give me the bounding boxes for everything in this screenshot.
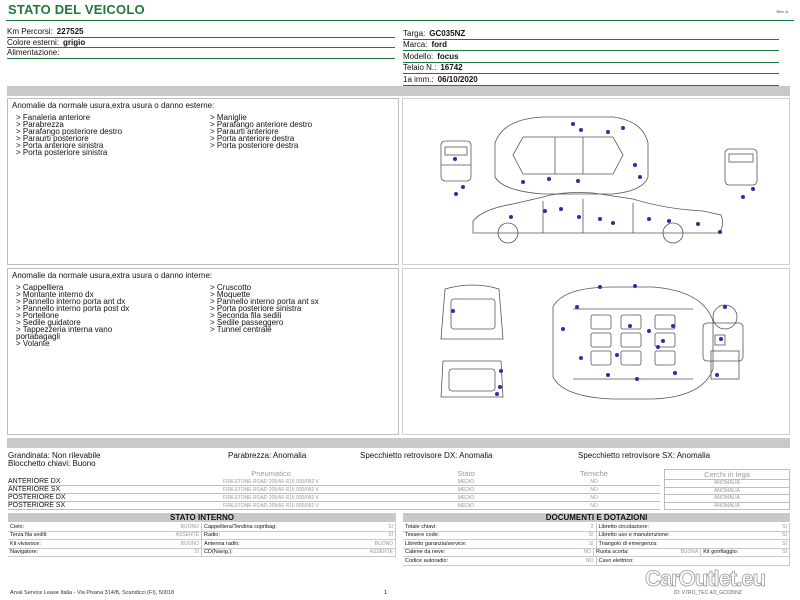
table-row: Totale chiavi: 2 Libretto circolazione: SI bbox=[403, 523, 790, 532]
table-header-row bbox=[665, 470, 790, 480]
tyre-table bbox=[8, 469, 660, 510]
vehicle-field: Colore esterni: grigio bbox=[7, 38, 395, 49]
column-header: Stato bbox=[457, 469, 475, 478]
internal-damage-list-1 bbox=[16, 284, 129, 347]
mirror-dx-status: Specchietto retrovisore DX: Anomalia bbox=[360, 451, 493, 460]
list-item: > Porta posteriore destra bbox=[210, 141, 299, 150]
table-row: ANOMALIA bbox=[665, 502, 790, 510]
table-row: Terza fila sedili: ASSENTE Radio: SI bbox=[8, 532, 396, 541]
list-item: > Porta anteriore destra bbox=[210, 134, 295, 143]
external-damage-panel bbox=[7, 98, 399, 265]
footer-code: ID: V7RO_TEC.4/2_GC035NZ bbox=[674, 590, 742, 596]
list-item: > Maniglie bbox=[210, 113, 247, 122]
table-row: POSTERIORE SX FIRESTONE ROAD 205/60 R16 000/092 V MEDIO NO bbox=[8, 502, 660, 510]
mirror-sx-status: Specchietto retrovisore SX: Anomalia bbox=[578, 451, 711, 460]
list-item: > Sedile guidatore bbox=[16, 318, 81, 327]
title-divider bbox=[6, 20, 794, 21]
list-item: > Cappelliera bbox=[16, 283, 64, 292]
list-item: > Parafango anteriore destro bbox=[210, 120, 313, 129]
section-divider bbox=[7, 86, 790, 96]
table-row: ANOMALIA bbox=[665, 495, 790, 503]
column-header: Pneumatico bbox=[251, 469, 291, 478]
vehicle-field: Km Percorsi: 227525 bbox=[7, 27, 395, 38]
documents-title: DOCUMENTI E DOTAZIONI bbox=[403, 513, 790, 522]
table-row: Cielo: BUONO Cappelliera/Tendina copribag: SI bbox=[8, 523, 396, 532]
interior-car-diagram bbox=[402, 268, 790, 435]
table-row: Tessere code: SI Libretto uso e manutenzione: SI bbox=[403, 532, 790, 541]
list-item: > Volante bbox=[16, 339, 50, 348]
grandinata-status: Grandinata: Non rilevabile bbox=[8, 451, 101, 460]
internal-damage-heading: Anomalie da normale usura,extra usura o danno interne: bbox=[12, 271, 213, 280]
key-lock-status: Blocchetto chiavi: Buono bbox=[8, 459, 96, 468]
car-interior-drawing bbox=[403, 269, 789, 434]
section-divider bbox=[7, 438, 790, 448]
page-number: 1 bbox=[384, 590, 388, 596]
list-item: > Sedile passeggero bbox=[210, 318, 284, 327]
interior-state-grid bbox=[8, 523, 396, 557]
column-header: Temiche bbox=[580, 469, 608, 478]
list-item: > Pannello interno porta ant sx bbox=[210, 297, 319, 306]
table-row: POSTERIORE DX FIRESTONE ROAD 205/60 R16 000/092 V MEDIO NO bbox=[8, 494, 660, 502]
vehicle-info-right bbox=[403, 28, 779, 86]
list-item: > Pannello interno porta ant dx bbox=[16, 297, 126, 306]
vehicle-field: Marca: ford bbox=[403, 40, 779, 52]
list-item: > Seconda fila sedili bbox=[210, 311, 282, 320]
list-item: > Paraurti posteriore bbox=[16, 134, 89, 143]
external-damage-list-1 bbox=[16, 114, 122, 156]
exterior-car-diagram bbox=[402, 98, 790, 265]
table-row: Libretto garanzia/service: SI Triangolo di emergenza: SI bbox=[403, 540, 790, 549]
list-item: > Fanaleria anteriore bbox=[16, 113, 91, 122]
parabrezza-status: Parabrezza: Anomalia bbox=[228, 451, 307, 460]
table-row: ANOMALIA bbox=[665, 480, 790, 488]
table-row: ANOMALIA bbox=[665, 487, 790, 495]
vehicle-info-left bbox=[7, 27, 395, 59]
list-item: > Portellone bbox=[16, 311, 59, 320]
list-item: > Tappezzeria interna vano bbox=[16, 325, 113, 334]
table-row: ANTERIORE DX FIRESTONE ROAD 205/60 R16 000/092 V MEDIO NO bbox=[8, 478, 660, 486]
list-item: > Moquette bbox=[210, 290, 251, 299]
table-row: Navigatore: SI CD(Navig.): ASSENTE bbox=[8, 549, 396, 558]
list-item: > Tunnel centrale bbox=[210, 325, 272, 334]
revision-label: Rev. A bbox=[776, 9, 788, 14]
car-exterior-drawing bbox=[403, 99, 789, 264]
internal-damage-list-2 bbox=[210, 284, 319, 333]
list-item: > Parafango posteriore destro bbox=[16, 127, 123, 136]
page-title: STATO DEL VEICOLO bbox=[8, 2, 145, 17]
list-item: > Cruscotto bbox=[210, 283, 252, 292]
table-header-row bbox=[8, 469, 660, 478]
footer-address: Arval Service Lease Italia - Via Pisana 314/B, Scandicci (FI), 50018 bbox=[10, 590, 175, 596]
list-item: > Parabrezza bbox=[16, 120, 64, 129]
vehicle-field: Targa: GC035NZ bbox=[403, 28, 779, 40]
external-damage-list-2 bbox=[210, 114, 312, 149]
rims-table bbox=[664, 469, 790, 510]
vehicle-field: Modello: focus bbox=[403, 51, 779, 63]
vehicle-field: Telaio N.: 16742 bbox=[403, 63, 779, 75]
list-item: > Porta posteriore sinistra bbox=[16, 148, 108, 157]
internal-damage-panel bbox=[7, 268, 399, 435]
vehicle-field: 1a imm.: 06/10/2020 bbox=[403, 74, 779, 86]
table-row: Kit vivavoce: BUONO Antenna radio: BUONO bbox=[8, 540, 396, 549]
external-damage-heading: Anomalie da normale usura,extra usura o danno esterne: bbox=[12, 101, 215, 110]
list-item: > Pannello interno porta post dx bbox=[16, 304, 130, 313]
table-row: ANTERIORE SX FIRESTONE ROAD 205/60 R16 000/092 V MEDIO NO bbox=[8, 486, 660, 494]
table-row: Catene da neve: NO Ruota scorta: BUONA Kit gonfiaggio: SI bbox=[403, 549, 790, 558]
list-item: > Porta posteriore sinistra bbox=[210, 304, 302, 313]
watermark-logo: CarOutlet.eu bbox=[645, 566, 766, 591]
list-item: > Porta anteriore sinistra bbox=[16, 141, 104, 150]
documents-grid bbox=[403, 523, 790, 566]
list-item: portabagagli bbox=[16, 332, 61, 341]
list-item: > Montante interno dx bbox=[16, 290, 94, 299]
table-row: Codice autoradio: NO Cavo elettrico: bbox=[403, 557, 790, 566]
list-item: > Paraurti anteriore bbox=[210, 127, 279, 136]
column-header: Cerchi in lega bbox=[665, 470, 790, 480]
vehicle-field: Alimentazione: bbox=[7, 48, 395, 59]
interior-state-title: STATO INTERNO bbox=[8, 513, 396, 522]
